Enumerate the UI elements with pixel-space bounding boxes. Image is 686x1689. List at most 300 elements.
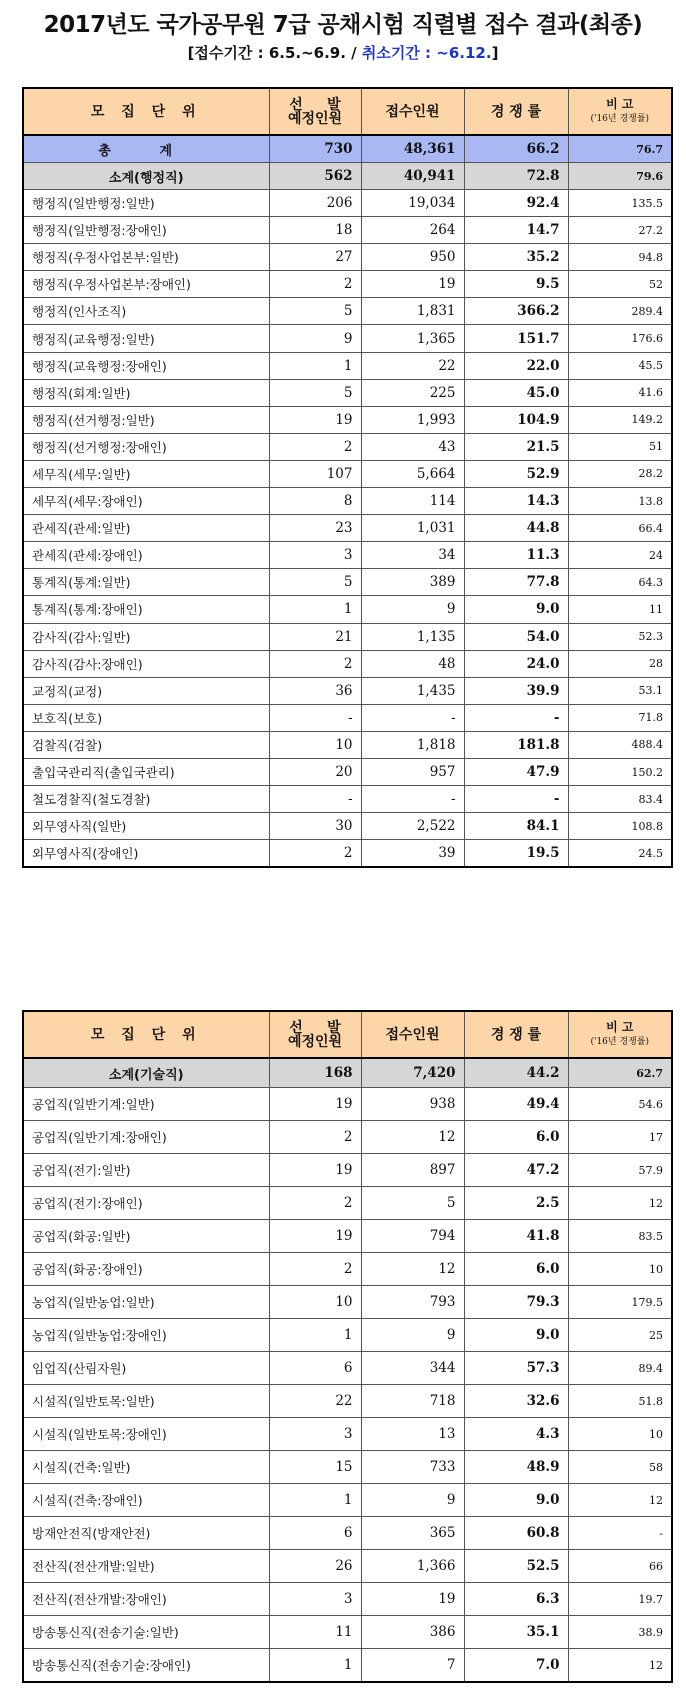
row-plan: 10: [269, 731, 361, 758]
row-note: 10: [568, 1418, 672, 1451]
row-name: 외무영사직(일반): [23, 813, 269, 840]
cancel-period-text: 취소기간 : ~6.12.: [361, 44, 492, 62]
row-rate: 104.9: [464, 406, 568, 433]
row-applicants: 389: [361, 569, 464, 596]
table-row: [23, 813, 672, 840]
row-applicants: 793: [361, 1286, 464, 1319]
row-plan: -: [269, 786, 361, 813]
row-note: 13.8: [568, 488, 672, 515]
row-applicants: 957: [361, 758, 464, 785]
row-name: 임업직(산림자원): [23, 1352, 269, 1385]
row-rate: 48.9: [464, 1451, 568, 1484]
row-name: 행정직(일반행정:장애인): [23, 217, 269, 244]
header-note-top: 비 고: [606, 96, 634, 111]
row-rate: 2.5: [464, 1187, 568, 1220]
row-plan: 2: [269, 1187, 361, 1220]
row-name: 행정직(교육행정:일반): [23, 325, 269, 352]
row-plan: 206: [269, 190, 361, 217]
row-name: 감사직(감사:장애인): [23, 650, 269, 677]
row-plan: 5: [269, 379, 361, 406]
row-note: 41.6: [568, 379, 672, 406]
row-name: 공업직(화공:장애인): [23, 1253, 269, 1286]
table-row: [23, 1583, 672, 1616]
row-applicants: 1,993: [361, 406, 464, 433]
header-plan-top: 선 발: [289, 96, 341, 113]
row-note: 45.5: [568, 352, 672, 379]
row-plan: 730: [269, 135, 361, 163]
row-applicants: 365: [361, 1517, 464, 1550]
row-note: 28: [568, 650, 672, 677]
row-applicants: 39: [361, 840, 464, 868]
row-name: 행정직(일반행정:일반): [23, 190, 269, 217]
row-applicants: 2,522: [361, 813, 464, 840]
row-rate: 41.8: [464, 1220, 568, 1253]
table-row: [23, 1253, 672, 1286]
table-row: [23, 1187, 672, 1220]
row-applicants: 19,034: [361, 190, 464, 217]
row-applicants: 19: [361, 1583, 464, 1616]
row-note: 66: [568, 1550, 672, 1583]
row-note: 83.5: [568, 1220, 672, 1253]
row-plan: 9: [269, 325, 361, 352]
row-rate: 9.0: [464, 1484, 568, 1517]
row-plan: 1: [269, 1484, 361, 1517]
table-row: [23, 650, 672, 677]
row-note: 17: [568, 1121, 672, 1154]
row-applicants: 794: [361, 1220, 464, 1253]
table-row: [23, 786, 672, 813]
row-plan: 107: [269, 460, 361, 487]
row-applicants: 897: [361, 1154, 464, 1187]
row-applicants: 7: [361, 1649, 464, 1683]
row-plan: 1: [269, 1319, 361, 1352]
row-plan: 23: [269, 515, 361, 542]
row-plan: 10: [269, 1286, 361, 1319]
row-applicants: -: [361, 786, 464, 813]
row-applicants: 264: [361, 217, 464, 244]
row-applicants: 1,831: [361, 298, 464, 325]
row-name: 교정직(교정): [23, 677, 269, 704]
row-applicants: 9: [361, 1484, 464, 1517]
row-rate: 79.3: [464, 1286, 568, 1319]
row-applicants: 5: [361, 1187, 464, 1220]
row-rate: 66.2: [464, 135, 568, 163]
header-note-top: 비 고: [606, 1019, 634, 1034]
row-plan: 27: [269, 244, 361, 271]
row-note: 27.2: [568, 217, 672, 244]
row-name: 공업직(일반기계:장애인): [23, 1121, 269, 1154]
row-name: 총 계: [23, 135, 269, 163]
header-plan-top: 선 발: [289, 1019, 341, 1036]
row-applicants: 1,031: [361, 515, 464, 542]
table-row: [23, 1451, 672, 1484]
row-name: 외무영사직(장애인): [23, 840, 269, 868]
technical-results-table: [22, 1010, 673, 1683]
row-plan: 26: [269, 1550, 361, 1583]
period-close-bracket: ]: [491, 44, 499, 62]
row-note: 176.6: [568, 325, 672, 352]
row-name: 공업직(전기:일반): [23, 1154, 269, 1187]
total-row: [23, 135, 672, 163]
table-row: [23, 244, 672, 271]
table-row: [23, 1418, 672, 1451]
row-note: 149.2: [568, 406, 672, 433]
row-rate: 6.0: [464, 1253, 568, 1286]
table-row: [23, 1550, 672, 1583]
table-row: [23, 1385, 672, 1418]
row-name: 공업직(화공:일반): [23, 1220, 269, 1253]
row-note: 71.8: [568, 704, 672, 731]
row-rate: 49.4: [464, 1088, 568, 1121]
row-applicants: 1,366: [361, 1550, 464, 1583]
row-note: 89.4: [568, 1352, 672, 1385]
table-row: [23, 1286, 672, 1319]
row-rate: 92.4: [464, 190, 568, 217]
row-rate: 60.8: [464, 1517, 568, 1550]
row-rate: 44.2: [464, 1058, 568, 1088]
row-rate: 6.0: [464, 1121, 568, 1154]
row-plan: 6: [269, 1352, 361, 1385]
row-plan: 3: [269, 542, 361, 569]
row-note: 38.9: [568, 1616, 672, 1649]
row-name: 시설직(건축:장애인): [23, 1484, 269, 1517]
row-plan: 19: [269, 1220, 361, 1253]
row-note: 58: [568, 1451, 672, 1484]
row-name: 시설직(일반토목:장애인): [23, 1418, 269, 1451]
row-note: 179.5: [568, 1286, 672, 1319]
table-row: [23, 542, 672, 569]
application-period: [0, 42, 686, 63]
row-rate: 151.7: [464, 325, 568, 352]
row-name: 보호직(보호): [23, 704, 269, 731]
row-plan: 2: [269, 840, 361, 868]
table-row: [23, 190, 672, 217]
row-name: 행정직(우정사업본부:일반): [23, 244, 269, 271]
row-name: 방송통신직(전송기술:장애인): [23, 1649, 269, 1683]
row-rate: 21.5: [464, 433, 568, 460]
row-plan: 19: [269, 406, 361, 433]
row-name: 공업직(전기:장애인): [23, 1187, 269, 1220]
table-row: [23, 488, 672, 515]
row-plan: 5: [269, 298, 361, 325]
header-note: [568, 1011, 672, 1058]
row-plan: 2: [269, 271, 361, 298]
period-text: [접수기간 : 6.5.~6.9. /: [187, 44, 362, 62]
row-name: 시설직(건축:일반): [23, 1451, 269, 1484]
row-rate: 7.0: [464, 1649, 568, 1683]
header-plan: [269, 88, 361, 135]
row-rate: 6.3: [464, 1583, 568, 1616]
row-rate: 39.9: [464, 677, 568, 704]
row-note: 64.3: [568, 569, 672, 596]
row-name: 감사직(감사:일반): [23, 623, 269, 650]
table-row: [23, 569, 672, 596]
row-note: 94.8: [568, 244, 672, 271]
row-name: 전산직(전산개발:일반): [23, 1550, 269, 1583]
row-plan: 11: [269, 1616, 361, 1649]
row-applicants: 5,664: [361, 460, 464, 487]
row-plan: 20: [269, 758, 361, 785]
header-rate: 경 쟁 률: [464, 88, 568, 135]
table-row: [23, 731, 672, 758]
row-name: 방송통신직(전송기술:일반): [23, 1616, 269, 1649]
row-plan: 2: [269, 433, 361, 460]
table-row: [23, 352, 672, 379]
table-row: [23, 704, 672, 731]
table-row: [23, 1517, 672, 1550]
row-rate: 11.3: [464, 542, 568, 569]
header-plan-bottom: 예정인원: [287, 1033, 343, 1050]
row-name: 농업직(일반농업:장애인): [23, 1319, 269, 1352]
row-name: 행정직(우정사업본부:장애인): [23, 271, 269, 298]
row-rate: 4.3: [464, 1418, 568, 1451]
row-note: 10: [568, 1253, 672, 1286]
row-name: 관세직(관세:일반): [23, 515, 269, 542]
row-rate: -: [464, 704, 568, 731]
row-applicants: 938: [361, 1088, 464, 1121]
header-unit: 모 집 단 위: [23, 88, 269, 135]
table-row: [23, 325, 672, 352]
row-applicants: 12: [361, 1253, 464, 1286]
table-row: [23, 1649, 672, 1683]
row-applicants: -: [361, 704, 464, 731]
table-header-row: [23, 88, 672, 135]
row-applicants: 22: [361, 352, 464, 379]
row-plan: 8: [269, 488, 361, 515]
row-rate: 181.8: [464, 731, 568, 758]
row-plan: 5: [269, 569, 361, 596]
row-name: 시설직(일반토목:일반): [23, 1385, 269, 1418]
header-rate: 경 쟁 률: [464, 1011, 568, 1058]
row-name: 검찰직(검찰): [23, 731, 269, 758]
row-plan: 19: [269, 1154, 361, 1187]
row-plan: 1: [269, 1649, 361, 1683]
row-rate: 9.0: [464, 1319, 568, 1352]
row-rate: 32.6: [464, 1385, 568, 1418]
row-note: 24.5: [568, 840, 672, 868]
row-rate: 52.5: [464, 1550, 568, 1583]
row-plan: 2: [269, 1253, 361, 1286]
header-plan-bottom: 예정인원: [287, 110, 343, 127]
row-rate: 22.0: [464, 352, 568, 379]
row-note: 19.7: [568, 1583, 672, 1616]
row-note: 12: [568, 1484, 672, 1517]
table-row: [23, 271, 672, 298]
row-applicants: 344: [361, 1352, 464, 1385]
row-rate: 84.1: [464, 813, 568, 840]
row-rate: 47.9: [464, 758, 568, 785]
row-note: 24: [568, 542, 672, 569]
table-row: [23, 1484, 672, 1517]
row-name: 출입국관리직(출입국관리): [23, 758, 269, 785]
row-plan: 2: [269, 1121, 361, 1154]
row-plan: 1: [269, 352, 361, 379]
row-rate: 54.0: [464, 623, 568, 650]
row-name: 통계직(통계:일반): [23, 569, 269, 596]
row-plan: 36: [269, 677, 361, 704]
row-note: 66.4: [568, 515, 672, 542]
row-plan: 1: [269, 596, 361, 623]
row-note: 57.9: [568, 1154, 672, 1187]
row-note: 83.4: [568, 786, 672, 813]
row-rate: -: [464, 786, 568, 813]
header-applicants: 접수인원: [361, 88, 464, 135]
row-name: 철도경찰직(철도경찰): [23, 786, 269, 813]
row-rate: 72.8: [464, 163, 568, 190]
row-plan: 2: [269, 650, 361, 677]
table-row: [23, 406, 672, 433]
row-rate: 35.2: [464, 244, 568, 271]
row-rate: 14.7: [464, 217, 568, 244]
table-row: [23, 1352, 672, 1385]
row-note: 53.1: [568, 677, 672, 704]
row-note: 51.8: [568, 1385, 672, 1418]
row-plan: 6: [269, 1517, 361, 1550]
row-applicants: 40,941: [361, 163, 464, 190]
row-applicants: 1,435: [361, 677, 464, 704]
row-note: 488.4: [568, 731, 672, 758]
row-name: 행정직(선거행정:일반): [23, 406, 269, 433]
row-plan: 15: [269, 1451, 361, 1484]
row-name: 세무직(세무:일반): [23, 460, 269, 487]
table-row: [23, 840, 672, 868]
row-name: 행정직(회계:일반): [23, 379, 269, 406]
row-applicants: 225: [361, 379, 464, 406]
row-name: 행정직(교육행정:장애인): [23, 352, 269, 379]
row-name: 소계(기술직): [23, 1058, 269, 1088]
row-applicants: 950: [361, 244, 464, 271]
row-note: 52.3: [568, 623, 672, 650]
row-applicants: 9: [361, 1319, 464, 1352]
table-row: [23, 1319, 672, 1352]
row-applicants: 1,818: [361, 731, 464, 758]
row-rate: 9.5: [464, 271, 568, 298]
row-name: 소계(행정직): [23, 163, 269, 190]
table-row: [23, 1088, 672, 1121]
row-plan: 3: [269, 1418, 361, 1451]
row-name: 통계직(통계:장애인): [23, 596, 269, 623]
header-plan: [269, 1011, 361, 1058]
row-rate: 44.8: [464, 515, 568, 542]
row-name: 세무직(세무:장애인): [23, 488, 269, 515]
row-applicants: 7,420: [361, 1058, 464, 1088]
header-note: [568, 88, 672, 135]
header-note-bottom: ('16년 경쟁률): [590, 113, 650, 124]
row-note: 52: [568, 271, 672, 298]
row-name: 방재안전직(방재안전): [23, 1517, 269, 1550]
subtotal-row: [23, 1058, 672, 1088]
row-rate: 77.8: [464, 569, 568, 596]
table-row: [23, 1121, 672, 1154]
row-note: -: [568, 1517, 672, 1550]
row-rate: 24.0: [464, 650, 568, 677]
row-applicants: 34: [361, 542, 464, 569]
row-plan: 19: [269, 1088, 361, 1121]
row-note: 11: [568, 596, 672, 623]
row-rate: 14.3: [464, 488, 568, 515]
table-row: [23, 298, 672, 325]
table-header-row: [23, 1011, 672, 1058]
row-plan: 168: [269, 1058, 361, 1088]
row-applicants: 12: [361, 1121, 464, 1154]
table-row: [23, 379, 672, 406]
row-rate: 45.0: [464, 379, 568, 406]
row-note: 28.2: [568, 460, 672, 487]
row-rate: 52.9: [464, 460, 568, 487]
row-plan: 21: [269, 623, 361, 650]
row-applicants: 43: [361, 433, 464, 460]
row-rate: 366.2: [464, 298, 568, 325]
row-applicants: 386: [361, 1616, 464, 1649]
row-applicants: 114: [361, 488, 464, 515]
row-applicants: 9: [361, 596, 464, 623]
table-row: [23, 677, 672, 704]
row-note: 108.8: [568, 813, 672, 840]
table-row: [23, 596, 672, 623]
row-rate: 57.3: [464, 1352, 568, 1385]
page-title: 2017년도 국가공무원 7급 공채시험 직렬별 접수 결과(최종): [43, 12, 643, 38]
row-rate: 19.5: [464, 840, 568, 868]
row-plan: 30: [269, 813, 361, 840]
row-plan: 3: [269, 1583, 361, 1616]
row-name: 관세직(관세:장애인): [23, 542, 269, 569]
row-plan: 562: [269, 163, 361, 190]
table-row: [23, 1616, 672, 1649]
row-note: 135.5: [568, 190, 672, 217]
row-name: 공업직(일반기계:일반): [23, 1088, 269, 1121]
row-note: 54.6: [568, 1088, 672, 1121]
row-applicants: 718: [361, 1385, 464, 1418]
row-applicants: 1,365: [361, 325, 464, 352]
admin-results-table: [22, 87, 673, 868]
row-applicants: 48,361: [361, 135, 464, 163]
row-name: 행정직(선거행정:장애인): [23, 433, 269, 460]
row-rate: 47.2: [464, 1154, 568, 1187]
subtotal-row: [23, 163, 672, 190]
row-note: 62.7: [568, 1058, 672, 1088]
row-plan: 22: [269, 1385, 361, 1418]
row-plan: 18: [269, 217, 361, 244]
row-applicants: 733: [361, 1451, 464, 1484]
row-note: 150.2: [568, 758, 672, 785]
table-row: [23, 460, 672, 487]
table-row: [23, 433, 672, 460]
row-note: 25: [568, 1319, 672, 1352]
row-note: 79.6: [568, 163, 672, 190]
table-row: [23, 217, 672, 244]
row-applicants: 1,135: [361, 623, 464, 650]
row-name: 농업직(일반농업:일반): [23, 1286, 269, 1319]
header-applicants: 접수인원: [361, 1011, 464, 1058]
row-name: 행정직(인사조직): [23, 298, 269, 325]
table-row: [23, 758, 672, 785]
row-plan: -: [269, 704, 361, 731]
row-note: 12: [568, 1649, 672, 1683]
table-row: [23, 1220, 672, 1253]
row-note: 289.4: [568, 298, 672, 325]
row-name: 전산직(전산개발:장애인): [23, 1583, 269, 1616]
row-applicants: 48: [361, 650, 464, 677]
row-note: 12: [568, 1187, 672, 1220]
row-note: 76.7: [568, 135, 672, 163]
table-row: [23, 515, 672, 542]
row-note: 51: [568, 433, 672, 460]
table-row: [23, 623, 672, 650]
header-unit: 모 집 단 위: [23, 1011, 269, 1058]
row-rate: 35.1: [464, 1616, 568, 1649]
header-note-bottom: ('16년 경쟁률): [590, 1036, 650, 1047]
row-applicants: 19: [361, 271, 464, 298]
